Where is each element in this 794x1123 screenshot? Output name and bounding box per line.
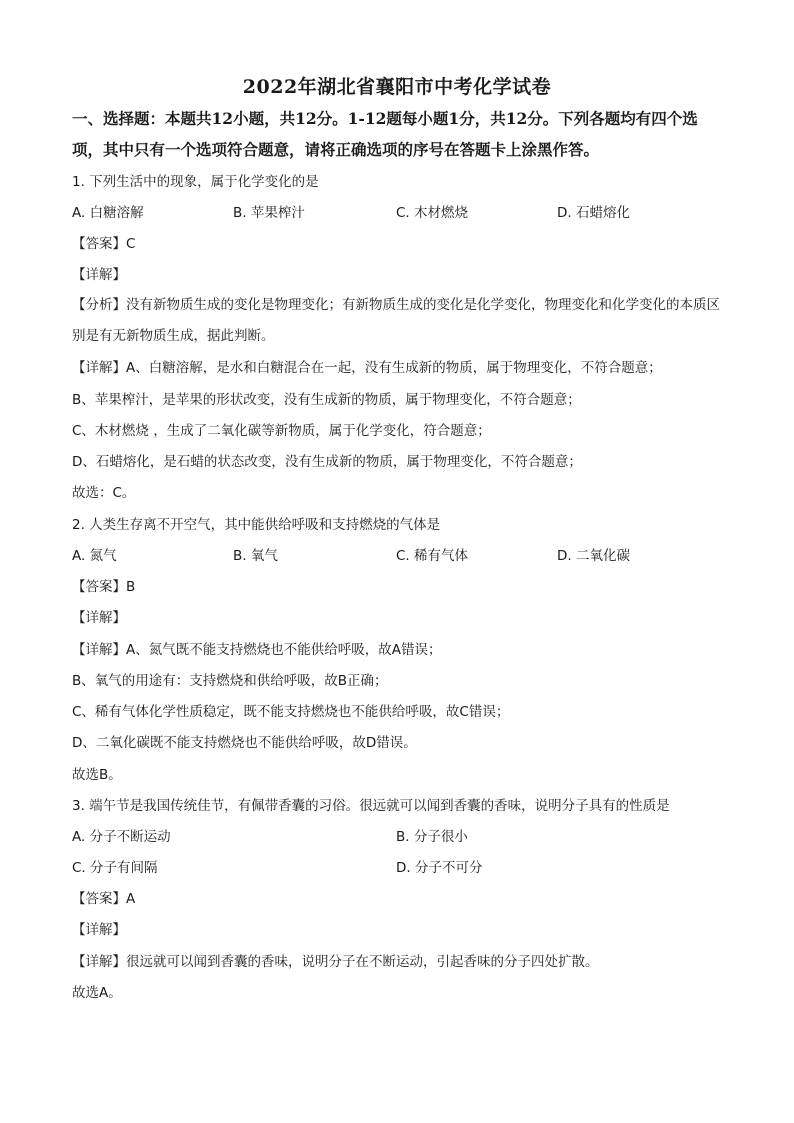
q2-option-a: A. 氮气 [72,548,117,564]
q1-detail-line-3: C、木材燃烧 ，生成了二氧化碳等新物质，属于化学变化，符合题意； [72,423,491,439]
q2-detail-tag: 【详解】 [72,610,126,626]
q3-option-b: B. 分子很小 [396,829,468,845]
q1-answer: 【答案】C [72,236,136,252]
q1-option-a: A. 白糖溶解 [72,205,144,221]
q2-stem: 2. 人类生存离不开空气，其中能供给呼吸和支持燃烧的气体是 [72,517,441,533]
q1-detail-tag: 【详解】 [72,267,126,283]
q2-option-d: D. 二氧化碳 [557,548,630,564]
q2-option-b: B. 氧气 [233,548,278,564]
q1-analysis: 【分析】没有新物质生成的变化是物理变化；有新物质生成的变化是化学变化，物理变化和化学变化的本质区别是有无新物质生成，据此判断。 [72,297,720,344]
q3-detail-tag: 【详解】 [72,922,126,938]
q1-detail-line-4: D、石蜡熔化，是石蜡的状态改变，没有生成新的物质，属于物理变化，不符合题意； [72,454,582,470]
q1-stem: 1. 下列生活中的现象，属于化学变化的是 [72,174,319,190]
q2-conclusion: 故选B。 [72,767,122,783]
q3-conclusion: 故选A。 [72,985,122,1001]
q2-detail-line-4: D、二氧化碳既不能支持燃烧也不能供给呼吸，故D错误。 [72,735,417,751]
q1-detail-line-1: 【详解】A、白糖溶解，是水和白糖混合在一起，没有生成新的物质，属于物理变化，不符合题意； [72,360,662,376]
q3-detail-line-1: 【详解】很远就可以闻到香囊的香味，说明分子在不断运动，引起香味的分子四处扩散。 [72,954,599,970]
section-header: 一、选择题：本题共12小题，共12分。1-12题每小题1分，共12分。下列各题均有四个选项，其中只有一个选项符合题意，请将正确选项的序号在答题卡上涂黑作答。 [72,109,698,159]
q2-option-c: C. 稀有气体 [396,548,469,564]
q3-option-d: D. 分子不可分 [396,860,483,876]
q3-option-a: A. 分子不断运动 [72,829,171,845]
q3-stem: 3. 端午节是我国传统佳节，有佩带香囊的习俗。很远就可以闻到香囊的香味，说明分子具有的性质是 [72,798,670,814]
q2-answer: 【答案】B [72,579,136,595]
q1-option-d: D. 石蜡熔化 [557,205,630,221]
page-title: 2022年湖北省襄阳市中考化学试卷 [242,76,552,98]
q1-option-b: B. 苹果榨汁 [233,205,305,221]
q2-detail-line-2: B、氧气的用途有：支持燃烧和供给呼吸，故B正确； [72,673,388,689]
q2-detail-line-3: C、稀有气体化学性质稳定，既不能支持燃烧也不能供给呼吸，故C错误； [72,704,510,720]
q2-detail-line-1: 【详解】A、氮气既不能支持燃烧也不能供给呼吸，故A错误； [72,642,442,658]
q1-detail-line-2: B、苹果榨汁，是苹果的形状改变，没有生成新的物质，属于物理变化，不符合题意； [72,392,581,408]
q3-option-c: C. 分子有间隔 [72,860,158,876]
q1-conclusion: 故选：C。 [72,485,136,501]
q1-option-c: C. 木材燃烧 [396,205,469,221]
q3-answer: 【答案】A [72,891,136,907]
